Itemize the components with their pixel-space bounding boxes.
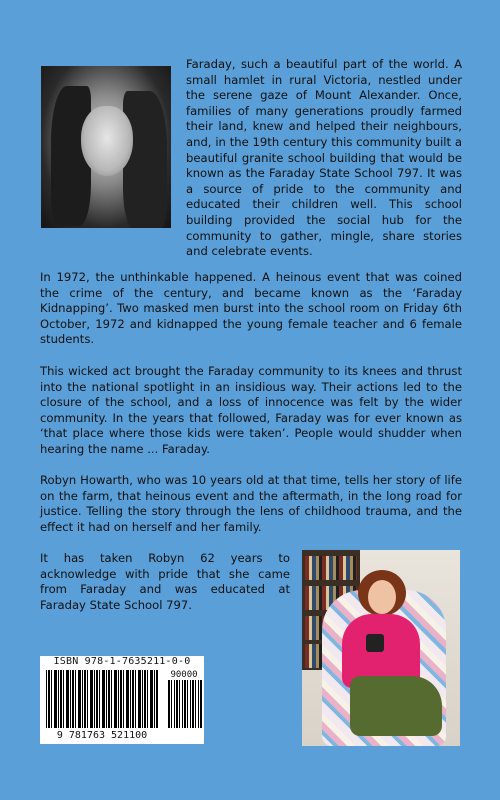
girl-portrait-photo <box>41 66 171 228</box>
barcode-addon-number: 90000 <box>170 670 198 680</box>
kidnapping-paragraph: In 1972, the unthinkable happened. A heinous event that was coined the crime of the century, and became known as the ‘Faraday Kidnapping’. Two masked men burst into the school room on Friday 6th October, 1972 and kidnapped the young female teacher and 6 female students. <box>40 270 462 347</box>
barcode-addon-bars <box>168 680 202 728</box>
aftermath-paragraph: This wicked act brought the Faraday community to its knees and thrust into the national spotlight in an insidious way. Their actions led to the closure of the school, and a loss of innocence was felt by the wider community. In the years that followed, Faraday was for ever known as ‘that place where those kids were taken’. People would shudder when hearing the name ... Faraday. <box>40 364 462 456</box>
author-photo <box>302 550 460 746</box>
isbn-label: ISBN 978-1-7635211-0-0 <box>53 656 191 667</box>
author-paragraph: Robyn Howarth, who was 10 years old at that time, tells her story of life on the farm, that heinous event and the aftermath, in the long road for justice. Telling the story through the lens of childhood trauma, and the effect it had on herself and her family. <box>40 473 462 534</box>
isbn-barcode <box>40 656 204 744</box>
barcode-bars <box>46 670 158 728</box>
closing-paragraph: It has taken Robyn 62 years to acknowledge with pride that she came from Faraday and was educated at Faraday State School 797. <box>40 551 290 612</box>
ean-digits: 9 781763 521100 <box>56 730 148 741</box>
intro-paragraph: Faraday, such a beautiful part of the world. A small hamlet in rural Victoria, nestled under the serene gaze of Mount Alexander. Once, families of many generations proudly farmed their land, knew and helped their neighbours, and, in the 19th century this community built a beautiful granite school building that would be known as the Faraday State School 797. It was a source of pride to the community and educated their children well. This school building provided the social hub for the community to gather, mingle, share stories and celebrate events. <box>186 57 462 259</box>
